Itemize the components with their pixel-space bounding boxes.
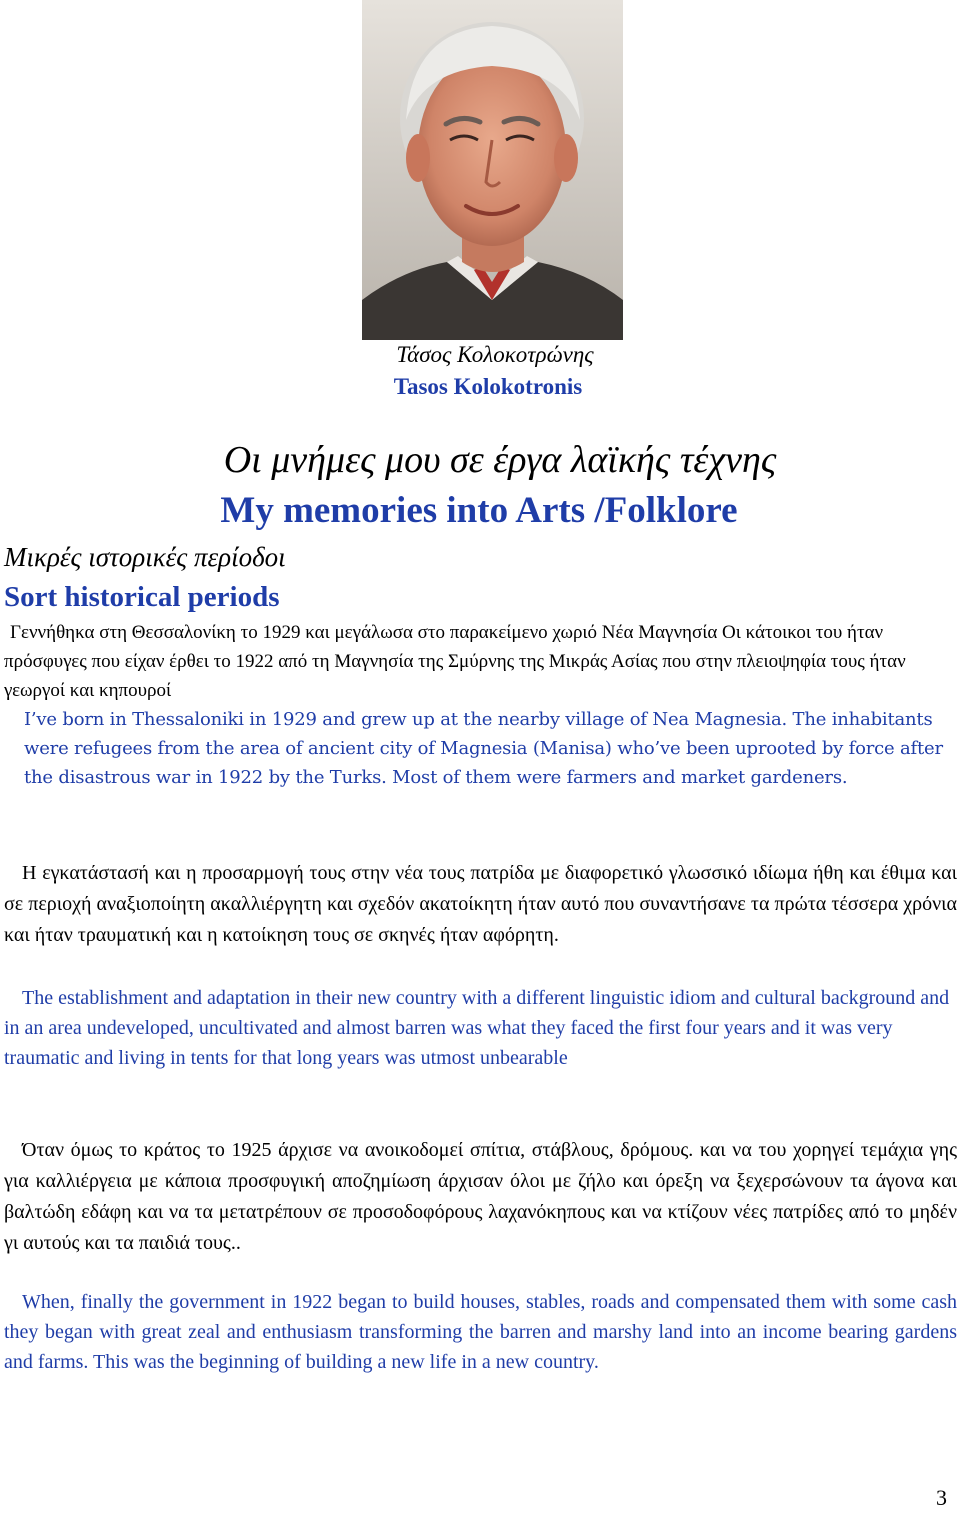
paragraph-birth-greek: Γεννήθηκα στη Θεσσαλονίκη το 1929 και μεγάλωσα στο παρακείμενο χωριό Νέα Μαγνησία Οι κάτοικοι του ήταν πρόσφυγες που είχαν έρθει το 1922 από τη Μαγνησία της Σμύρνης της Μικράς Ασίας που στην πλειοψηφία τους ήταν γεωργοί και κηπουροί xyxy=(4,622,906,701)
page-number: 3 xyxy=(936,1485,947,1510)
subtitle-greek: Μικρές ιστορικές περίοδοι xyxy=(4,542,286,572)
paragraph-settlement-greek: Η εγκατάστασή και η προσαρμογή τους στην νέα τους πατρίδα με διαφορετικό γλωσσικό ιδίωμα ήθη και έθιμα και σε περιοχή αναξιοποίητη ακαλλιέργητη και σχεδόν ακατοίκητη ήταν αυτό που συναντήσανε τα πρώτα τέσσερα χρόνια και ήταν τραυματική και η κατοίκηση τους σε σκηνές ήταν αφόρητη. xyxy=(4,862,957,946)
subtitle-english: Sort historical periods xyxy=(4,581,280,613)
paragraph-birth-english: I’ve born in Thessaloniki in 1929 and grew up at the nearby village of Nea Magnesia. The inhabitants were refugees from the area of ancient city of Magnesia (Manisa) who’ve been uprooted by force after the disastrous war in 1922 by the Turks. Most of them were farmers and market gardeners. xyxy=(24,709,943,788)
paragraph-settlement-english: The establishment and adaptation in their new country with a different linguistic idiom and cultural background and in an area undeveloped, uncultivated and almost barren was what they faced the first four years and it was very traumatic and living in tents for that long years was utmost unbearable xyxy=(4,987,950,1069)
paragraph-rebuilding-english: When, finally the government in 1922 began to build houses, stables, roads and compensated them with some cash they began with great zeal and enthusiasm transforming the barren and marshy land into an income bearing gardens and farms. This was the beginning of building a new life in a new country. xyxy=(4,1291,957,1373)
author-portrait-photo xyxy=(362,0,623,340)
author-name-english: Tasos Kolokotronis xyxy=(393,374,583,399)
paragraph-rebuilding-greek: Όταν όμως το κράτος το 1925 άρχισε να ανοικοδομεί σπίτια, στάβλους, δρόμους. και να του χορηγεί τεμάχια γης για καλλιέργεια με κάποια προσφυγική αποζημίωση άρχισαν όλοι με ζήλο και όρεξη να ξεχερσώνουν τα άγονα και βαλτώδη εδάφη και να τα μετατρέπουν σε προσοδοφόρους λαχανόκηπους και να κτίζουν νέες πατρίδες από το μηδέν γι αυτούς και τα παιδιά τους.. xyxy=(4,1139,957,1254)
title-greek: Οι μνήμες μου σε έργα λαϊκής τέχνης xyxy=(223,439,777,481)
author-name-greek: Τάσος Κολοκοτρώνης xyxy=(396,342,594,367)
title-english: My memories into Arts /Folklore xyxy=(220,490,738,531)
paragraph-birth xyxy=(4,618,957,792)
